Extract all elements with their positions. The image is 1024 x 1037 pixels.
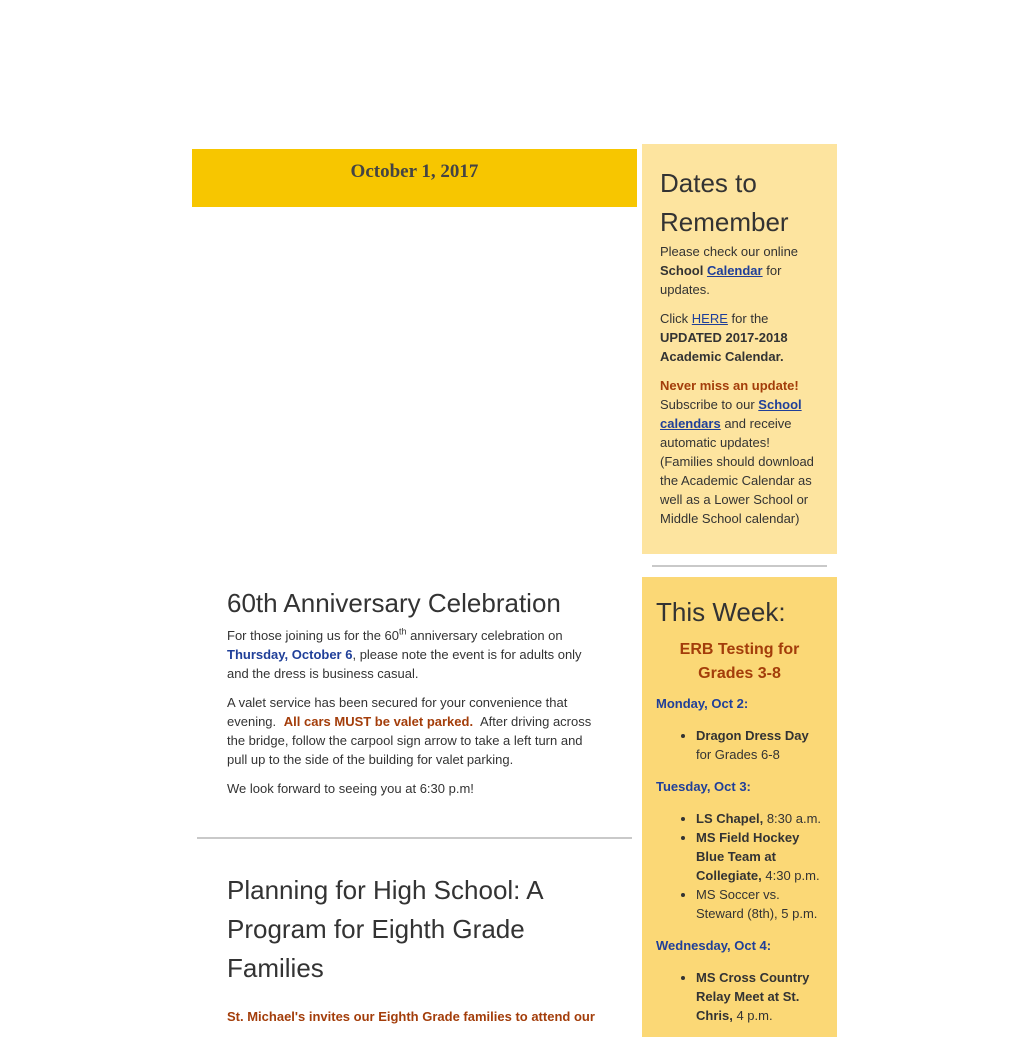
anniversary-paragraph-3: We look forward to seeing you at 6:30 p.m! <box>227 781 474 796</box>
text: anniversary celebration on <box>410 628 563 643</box>
text: For those joining us for the 60 <box>227 628 399 643</box>
event-list <box>656 968 823 1025</box>
anniversary-paragraph-2 <box>227 693 602 769</box>
subscribe-text-2: and receive automatic updates! (Families should download the Academic Calendar as well as a Lower School or Middle School calendar) <box>660 416 814 526</box>
event-detail: 8:30 a.m. <box>766 811 822 826</box>
text: After driving across the bridge, follow the carpool sign arrow to take a left turn and pull up to the side of the building for valet parking. <box>227 714 592 767</box>
event-list <box>656 726 823 764</box>
event-title: MS Field Hockey Blue Team at Collegiate, <box>696 830 800 883</box>
subscribe-paragraph <box>660 376 819 528</box>
day-label: Tuesday, Oct 3: <box>656 779 751 794</box>
anniversary-title: 60th Anniversary Celebration <box>227 588 561 618</box>
calendar-text-1: Please check our online <box>660 244 799 259</box>
anniversary-paragraph-1 <box>227 626 602 683</box>
anniversary-article <box>227 588 602 808</box>
superscript: th <box>399 626 407 637</box>
calendar-text-school: School <box>660 263 704 278</box>
this-week-box <box>642 577 837 1037</box>
school-calendars-link[interactable]: School calendars <box>660 397 802 431</box>
click-text: Click <box>660 311 689 326</box>
event-detail: 4 p.m. <box>736 1008 773 1023</box>
valet-alert: All cars MUST be valet parked. <box>283 714 474 729</box>
this-week-title: This Week: <box>656 597 786 627</box>
for-the-text: for the <box>731 311 769 326</box>
text: A valet service has been secured for your convenience that evening. <box>227 695 568 729</box>
subscribe-text: Subscribe to our <box>660 397 755 412</box>
event-title: Dragon Dress Day <box>696 728 809 743</box>
high-school-lead: St. Michael's invites our Eighth Grade families to attend our <box>227 1009 595 1024</box>
high-school-article <box>227 871 602 1036</box>
article-divider <box>197 837 632 839</box>
event-item <box>696 828 823 885</box>
sidebar-divider <box>652 565 827 567</box>
text: , please note the event is for adults only and the dress is business casual. <box>227 647 582 681</box>
updated-calendar-text: UPDATED 2017-2018 Academic Calendar. <box>660 330 788 364</box>
day-label: Wednesday, Oct 4: <box>656 938 772 953</box>
event-title: MS Cross Country Relay Meet at St. Chris, <box>696 970 810 1023</box>
calendar-text-2: for updates. <box>660 263 782 297</box>
erb-testing-heading: ERB Testing for Grades 3-8 <box>679 641 800 682</box>
here-link[interactable]: HERE <box>691 311 728 326</box>
never-miss-alert: Never miss an update! <box>660 378 799 393</box>
event-detail: for Grades 6-8 <box>696 747 780 762</box>
event-date: Thursday, October 6 <box>227 647 353 662</box>
calendar-link[interactable]: Calendar <box>706 263 763 278</box>
event-list <box>656 809 823 923</box>
newsletter-date: October 1, 2017 <box>350 160 479 182</box>
day-label: Monday, Oct 2: <box>656 696 749 711</box>
event-item <box>696 726 823 764</box>
event-item <box>696 885 823 923</box>
event-item <box>696 968 823 1025</box>
high-school-title: Planning for High School: A Program for Eighth Grade Families <box>227 875 543 983</box>
date-banner <box>192 149 637 207</box>
dates-to-remember-box <box>642 144 837 554</box>
dates-to-remember-title: Dates to Remember <box>660 168 789 237</box>
event-item <box>696 809 823 828</box>
event-detail: MS Soccer vs. Steward (8th), 5 p.m. <box>696 887 818 921</box>
calendar-paragraph <box>660 242 819 299</box>
event-title: LS Chapel, <box>696 811 764 826</box>
updated-calendar-paragraph <box>660 309 819 366</box>
event-detail: 4:30 p.m. <box>765 868 820 883</box>
